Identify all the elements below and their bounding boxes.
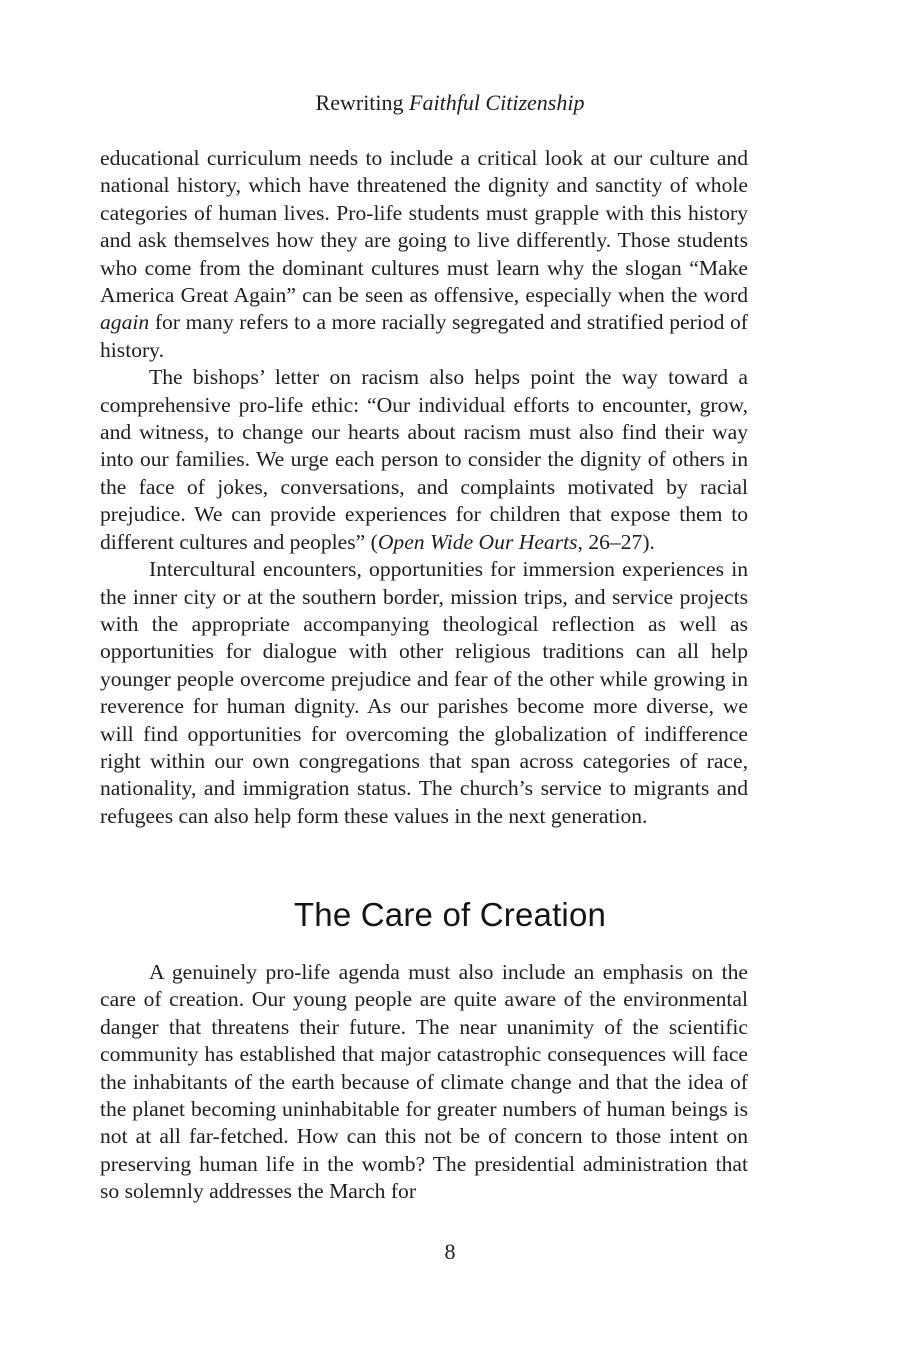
paragraph-continuation: [100, 145, 748, 364]
text-run: Intercultural encounters, opportunities for immersion experiences in the inner city or at the southern border, mission trips, and service projects with the appropriate accompanying theological reflection as well as opportunities for dialogue with other religious traditions can all help younger people overcome prejudice and fear of the other while growing in reverence for human dignity. As our parishes become more diverse, we will find opportunities for overcoming the globalization of indifference right within our own congregations that span across categories of race, nationality, and immigration status. The church’s service to migrants and refugees can also help form these values in the next generation.: [100, 557, 748, 828]
page-number: 8: [444, 1239, 456, 1264]
text-run: educational curriculum needs to include a critical look at our culture and national history, which have threatened the dignity and sanctity of whole categories of human lives. Pro-life students must grapple with this history and ask themselves how they are going to live differently. Those students who come from the dominant cultures must learn why the slogan “Make America Great Again” can be seen as offensive, especially when the word: [100, 146, 748, 308]
body-text-bottom: [100, 959, 748, 1206]
running-head-prefix: Rewriting: [315, 90, 410, 115]
paragraph: [100, 364, 748, 556]
text-run: The bishops’ letter on racism also helps point the way toward a comprehensive pro-life ethic: “Our individual efforts to encounter, grow, and witness, to change our hearts about racism must also find their way into our families. We urge each person to consider the dignity of others in the face of jokes, conversations, and complaints motivated by racial prejudice. We can provide experiences for children that expose them to different cultures and peoples” (: [100, 365, 748, 554]
text-run: for many refers to a more racially segregated and stratified period of history.: [100, 310, 748, 362]
paragraph: [100, 959, 748, 1206]
paragraph: [100, 556, 748, 830]
running-head: [0, 89, 900, 117]
body-text-top: [100, 145, 748, 830]
italic-text-run: Open Wide Our Hearts: [377, 529, 578, 554]
running-head-italic-title: Faithful Citizenship: [409, 90, 585, 115]
italic-text-run: again: [100, 310, 150, 335]
section-heading: The Care of Creation: [293, 896, 607, 933]
text-run: A genuinely pro-life agenda must also include an emphasis on the care of creation. Our young people are quite aware of the environmental danger that threatens their future. The near unanimity of the scientific community has established that major catastrophic consequences will face the inhabitants of the earth because of climate change and that the idea of the planet becoming uninhabitable for greater numbers of human beings is not at all far-fetched. How can this not be of concern to those intent on preserving human life in the womb? The presidential administration that so solemnly addresses the March for: [100, 960, 748, 1204]
text-run: , 26–27).: [577, 529, 655, 554]
